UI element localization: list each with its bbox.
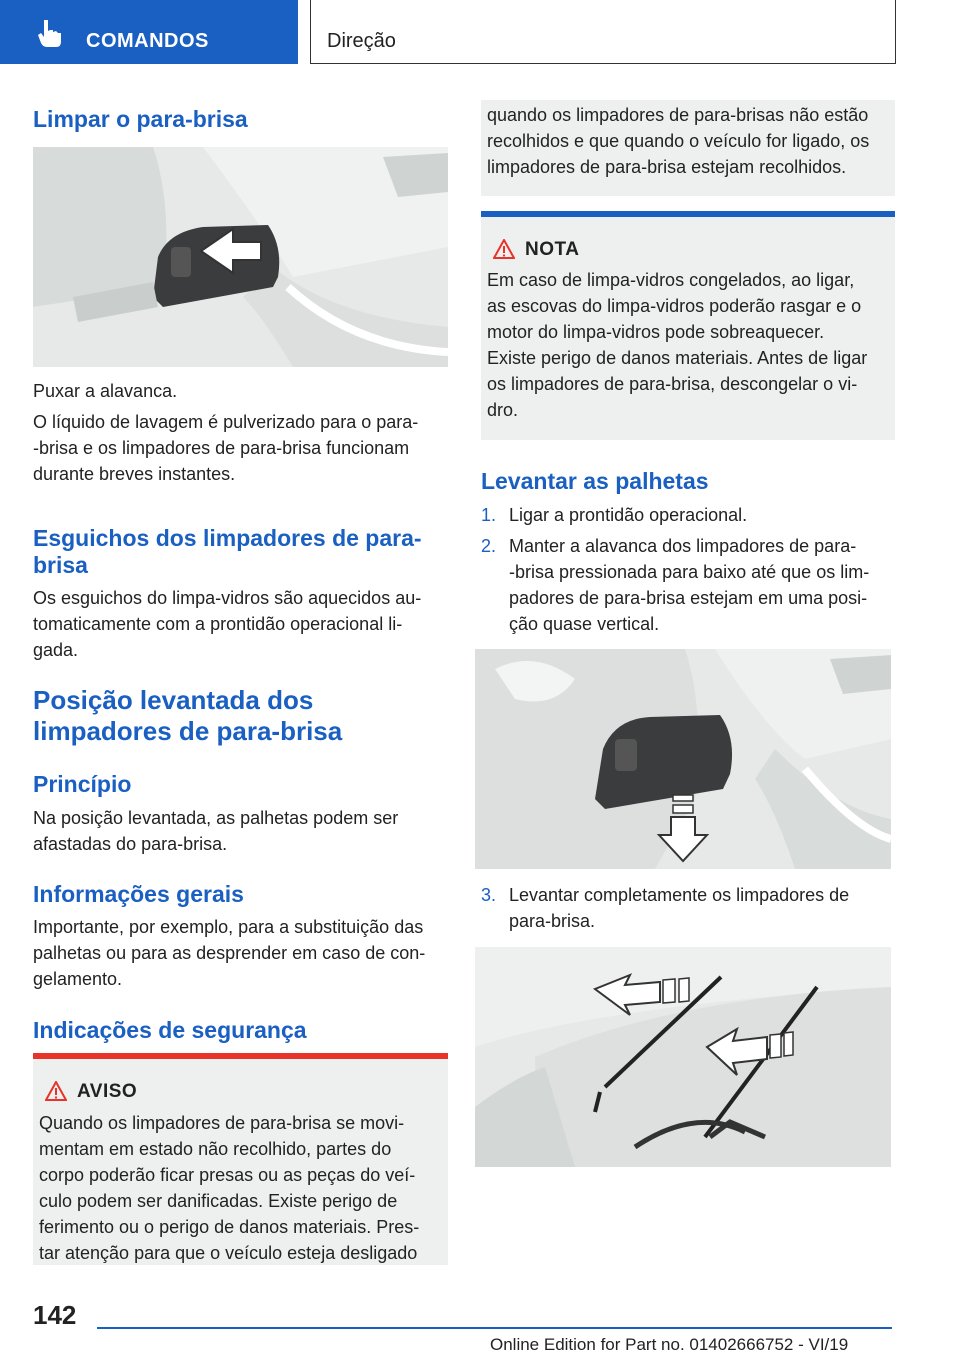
heading-limpar: Limpar o para-brisa <box>33 106 248 132</box>
continuation-line2: recolhidos e que quando o veículo for ligado, os <box>487 131 870 151</box>
step-3-number: 3. <box>481 885 497 905</box>
warning-text-line5: ferimento ou o perigo de danos materiais. Pres- <box>39 1217 420 1237</box>
step-3-line1: Levantar completamente os limpadores de <box>509 885 850 905</box>
heading-posicao-line2: limpadores de para-brisa <box>33 716 343 746</box>
heading-esguichos-line1: Esguichos dos limpadores de para- <box>33 525 422 551</box>
warning-text-line6: tar atenção para que o veículo esteja desligado <box>39 1243 418 1263</box>
warning-triangle-icon <box>493 239 515 259</box>
notice-text-line3: motor do limpa-vidros pode sobreaquecer. <box>487 322 825 342</box>
lever-pull-drawing <box>33 147 448 367</box>
page-number: 142 <box>33 1300 77 1330</box>
heading-info: Informações gerais <box>33 881 244 907</box>
step-3-line2: para-brisa. <box>509 911 596 931</box>
paragraph-info-line3: gelamento. <box>33 969 123 989</box>
heading-esguichos-line2: brisa <box>33 552 88 578</box>
heading-seguranca: Indicações de segurança <box>33 1017 307 1043</box>
footer-edition: Online Edition for Part no. 01402666752 - VI/19 <box>490 1335 849 1354</box>
notice-text-line6: dro. <box>487 400 519 420</box>
paragraph-liquido-line3: durante breves instantes. <box>33 464 236 484</box>
paragraph-principio-line1: Na posição levantada, as palhetas podem ser <box>33 808 399 828</box>
step-2-line1: Manter a alavanca dos limpadores de para- <box>509 536 857 556</box>
notice-text-line5: os limpadores de para-brisa, descongelar o vi- <box>487 374 858 394</box>
footer-divider <box>97 1327 892 1329</box>
illustration-wiper-lever-pull <box>33 147 448 367</box>
chapter-label: COMANDOS <box>86 30 209 52</box>
step-2-line2: -brisa pressionada para baixo até que os lim- <box>509 562 870 582</box>
step-1-number: 1. <box>481 505 497 525</box>
paragraph-principio-line2: afastadas do para-brisa. <box>33 834 228 854</box>
step-2-line4: ção quase vertical. <box>509 614 660 634</box>
warning-text-line4: culo podem ser danificadas. Existe perigo de <box>39 1191 398 1211</box>
illustration-wipers-raised <box>475 947 891 1167</box>
illustration-wiper-lever-down <box>475 649 891 869</box>
paragraph-esguichos-line3: gada. <box>33 640 79 660</box>
notice-box-nota <box>481 211 895 440</box>
notice-title: NOTA <box>525 239 580 260</box>
warning-triangle-icon <box>45 1081 67 1101</box>
notice-text-line4: Existe perigo de danos materiais. Antes de ligar <box>487 348 868 368</box>
paragraph-liquido-line2: -brisa e os limpadores de para-brisa funcionam <box>33 438 410 458</box>
section-label: Direção <box>327 30 396 52</box>
continuation-line1: quando os limpadores de para-brisas não estão <box>487 105 869 125</box>
warning-text-line2: mentam em estado não recolhido, partes do <box>39 1139 392 1159</box>
step-2-line3: padores de para-brisa estejam em uma posi- <box>509 588 868 608</box>
paragraph-info-line2: palhetas ou para as desprender em caso de con- <box>33 943 426 963</box>
continuation-line3: limpadores de para-brisa estejam recolhidos. <box>487 157 847 177</box>
hand-pointer-icon <box>36 18 64 48</box>
paragraph-esguichos-line1: Os esguichos do limpa-vidros são aquecidos au- <box>33 588 422 608</box>
warning-title: AVISO <box>77 1081 138 1102</box>
notice-text-line2: as escovas do limpa-vidros poderão rasgar e o <box>487 296 862 316</box>
heading-levantar: Levantar as palhetas <box>481 468 709 494</box>
warning-box-aviso <box>33 1053 448 1265</box>
paragraph-liquido-line1: O líquido de lavagem é pulverizado para o para- <box>33 412 419 432</box>
chapter-tab[interactable] <box>0 0 298 64</box>
step-2-number: 2. <box>481 536 497 556</box>
notice-bar <box>481 211 895 217</box>
paragraph-info-line1: Importante, por exemplo, para a substituição das <box>33 917 424 937</box>
wipers-raised-drawing <box>475 947 891 1167</box>
paragraph-esguichos-line2: tomaticamente com a prontidão operacional li- <box>33 614 403 634</box>
warning-text-line3: corpo poderão ficar presas ou as peças do veí- <box>39 1165 416 1185</box>
step-1-text: Ligar a prontidão operacional. <box>509 505 748 525</box>
paragraph-puxar: Puxar a alavanca. <box>33 381 178 401</box>
warning-bar <box>33 1053 448 1059</box>
notice-text-line1: Em caso de limpa-vidros congelados, ao ligar, <box>487 270 855 290</box>
section-header <box>310 0 896 64</box>
warning-text-line1: Quando os limpadores de para-brisa se movi- <box>39 1113 405 1133</box>
lever-down-drawing <box>475 649 891 869</box>
heading-posicao-line1: Posição levantada dos <box>33 685 314 715</box>
warning-continuation-box <box>481 100 895 196</box>
heading-principio: Princípio <box>33 771 132 797</box>
